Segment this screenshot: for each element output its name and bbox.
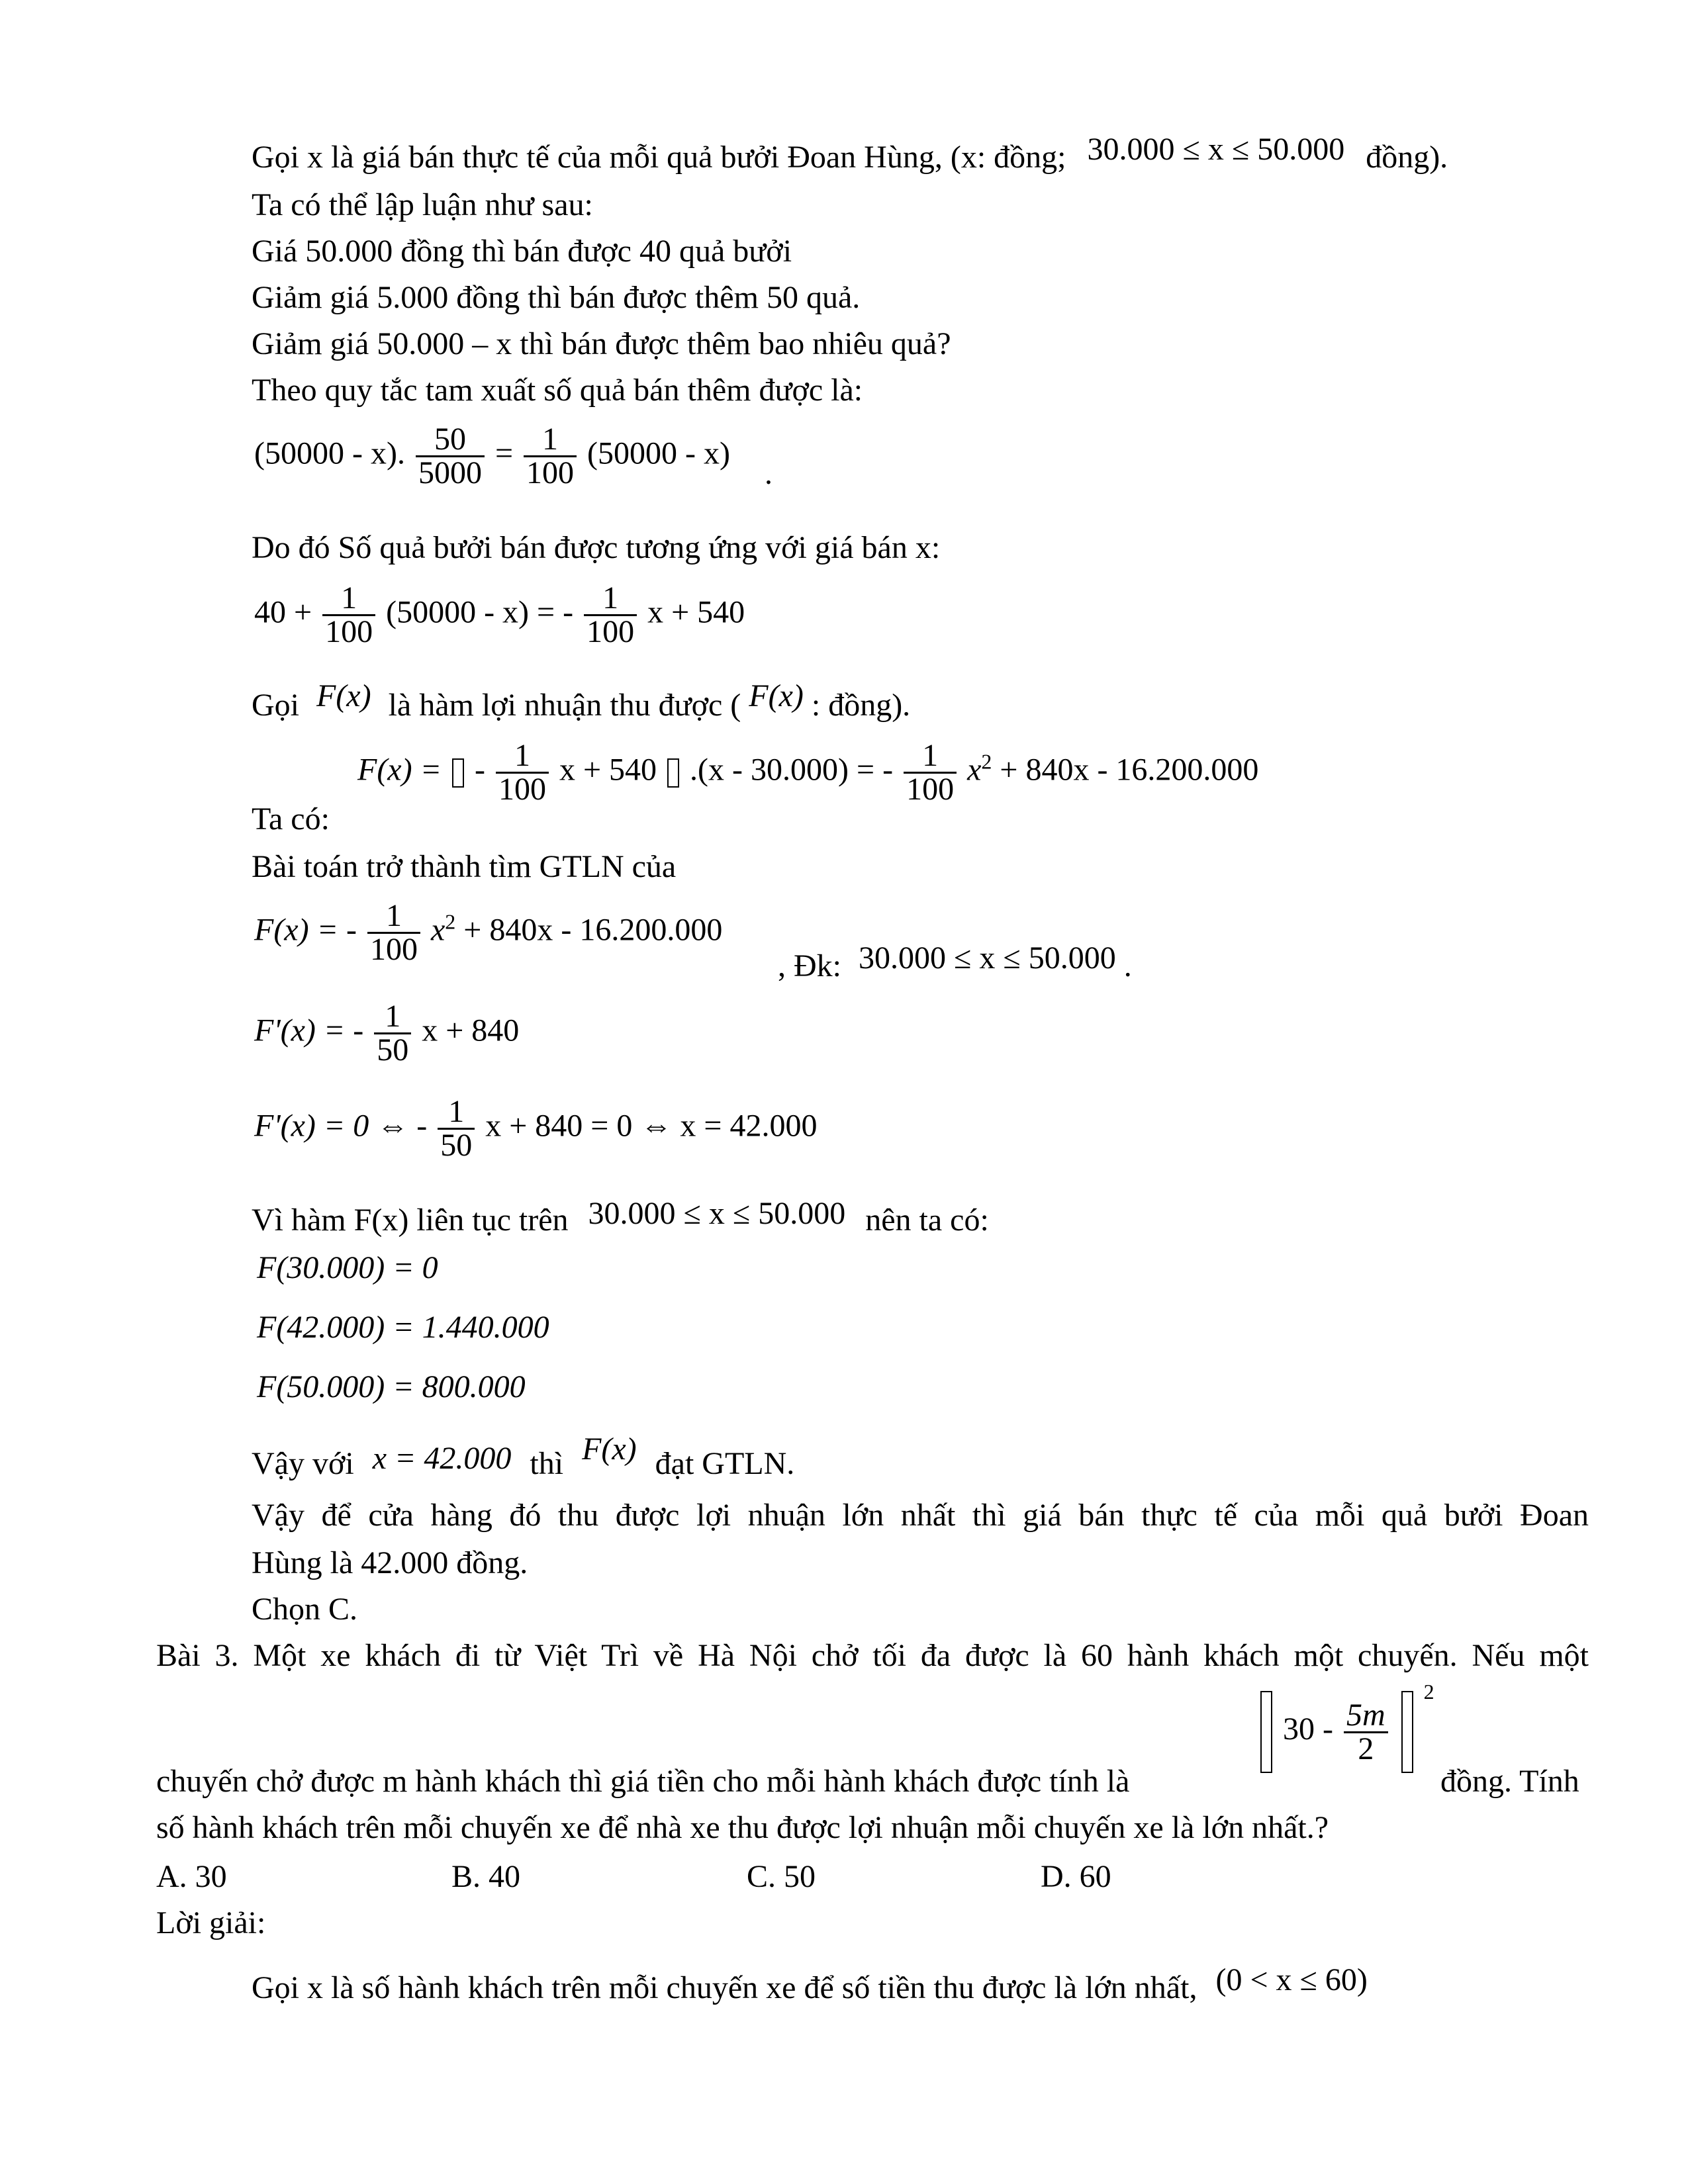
math-term: F(42.000) = 1.440.000 <box>257 1310 549 1345</box>
text: D. 60 <box>1041 1859 1111 1894</box>
bracket-placeholder <box>1401 1691 1413 1773</box>
paragraph-line <box>156 1809 1329 1846</box>
paragraph-line <box>252 848 676 886</box>
text: Ta có: <box>252 801 330 837</box>
math-term: (50000 - x) = - <box>386 594 574 630</box>
text: A. 30 <box>156 1859 227 1894</box>
paragraph-line <box>156 1637 1589 1674</box>
text: Gọi <box>252 688 299 723</box>
text: đồng. Tính <box>1440 1764 1579 1799</box>
denominator: 100 <box>498 772 546 807</box>
inline-math: (0 < x ≤ 60) <box>1215 1962 1368 1997</box>
option-d <box>1041 1858 1111 1895</box>
paragraph-line <box>252 326 951 363</box>
bracket-placeholder <box>667 758 679 788</box>
text: chuyến chở được m hành khách thì giá tiền cho mỗi hành khách được tính là <box>156 1764 1130 1799</box>
text: số hành khách trên mỗi chuyến xe để nhà xe thu được lợi nhuận mỗi chuyến xe là lớn nhất.? <box>156 1810 1329 1845</box>
text: Vậy để cửa hàng đó thu được lợi nhuận lớn nhất thì giá bán thực tế của mỗi quả bưởi Đoan <box>252 1498 1589 1533</box>
math-term: F(x) = - <box>254 912 357 948</box>
text: C. 50 <box>747 1859 816 1894</box>
math-term: x + 540 <box>559 752 657 788</box>
text: Lời giải: <box>156 1905 266 1940</box>
equation-gia-tien <box>1258 1680 1434 1773</box>
paragraph-line <box>252 1196 989 1239</box>
text: Gọi x là giá bán thực tế của mỗi quả bưởi Đoan Hùng, (x: đồng; <box>252 140 1066 175</box>
inline-math: F(x) <box>316 678 371 713</box>
math-term: x <box>967 752 982 788</box>
denominator: 50 <box>440 1128 473 1163</box>
fraction <box>322 582 375 648</box>
text: Hùng là 42.000 đồng. <box>252 1545 528 1580</box>
numerator: 1 <box>322 582 375 616</box>
numerator: 5m <box>1344 1700 1388 1733</box>
math-term: F(50.000) = 800.000 <box>257 1369 526 1404</box>
fraction <box>438 1096 475 1161</box>
option-c <box>747 1858 816 1895</box>
fraction <box>584 582 637 648</box>
paragraph-line <box>252 279 860 316</box>
math-term: x + 540 <box>647 594 745 630</box>
math-term: x + 840 <box>422 1013 520 1048</box>
exponent: 2 <box>1423 1680 1434 1704</box>
paragraph-line <box>252 187 593 224</box>
text: Giá 50.000 đồng thì bán được 40 quả bưởi <box>252 234 792 269</box>
exponent: 2 <box>445 909 456 934</box>
fraction <box>416 424 485 489</box>
text: Do đó Số quả bưởi bán được tương ứng với giá bán x: <box>252 530 941 565</box>
denominator: 100 <box>526 455 575 490</box>
text: Bài toán trở thành tìm GTLN của <box>252 849 677 884</box>
bracket-placeholder <box>452 758 464 788</box>
text: Gọi x là số hành khách trên mỗi chuyến xe để số tiền thu được là lớn nhất, <box>252 1970 1197 2005</box>
math-term: + 840x - 16.200.000 <box>463 912 723 948</box>
math-term: F(x) = <box>357 752 442 788</box>
paragraph-line <box>778 940 1132 985</box>
fraction <box>1344 1697 1388 1766</box>
text: Theo quy tắc tam xuất số quả bán thêm được là: <box>252 373 863 408</box>
math-term: 30 - <box>1283 1711 1333 1747</box>
math-term: (50000 - x). <box>254 435 405 471</box>
paragraph-line <box>252 1591 357 1628</box>
math-term: 40 + <box>254 594 312 630</box>
denominator: 100 <box>325 614 373 649</box>
paragraph-line <box>252 1497 1589 1534</box>
paragraph-line <box>156 1905 265 1942</box>
numerator: 1 <box>524 424 577 457</box>
math-term: (50000 - x) <box>587 435 730 471</box>
text: Bài 3. Một xe khách đi từ Việt Trì về Hà Nội chở tối đa được là 60 hành khách một chuyến. Nếu một <box>156 1638 1589 1673</box>
numerator: 50 <box>416 424 485 457</box>
text: Giảm giá 50.000 – x thì bán được thêm bao nhiêu quả? <box>252 326 951 361</box>
denominator: 50 <box>377 1032 409 1068</box>
fraction <box>496 740 549 805</box>
math-term: x + 840 = 0 ⇔ x = 42.000 <box>485 1108 818 1144</box>
paragraph-line <box>252 132 1448 176</box>
paragraph-line <box>252 233 792 270</box>
numerator: 1 <box>367 900 420 934</box>
text: B. 40 <box>451 1859 521 1894</box>
equation-dao-ham <box>254 1001 519 1066</box>
equation-nghiem <box>254 1096 817 1161</box>
text: Vì hàm F(x) liên tục trên <box>252 1203 569 1238</box>
paragraph-line <box>252 1432 795 1482</box>
math-term: x <box>430 912 445 948</box>
equation-ham-so <box>254 900 722 966</box>
equation-value-2 <box>257 1309 549 1345</box>
inline-math: 30.000 ≤ x ≤ 50.000 <box>588 1196 846 1231</box>
denominator: 100 <box>369 932 418 967</box>
math-term: + 840x - 16.200.000 <box>1000 752 1259 788</box>
text: Ta có thể lập luận như sau: <box>252 187 593 222</box>
equation-value-1 <box>257 1250 438 1286</box>
inline-math: 30.000 ≤ x ≤ 50.000 <box>859 940 1116 976</box>
inline-math: F(x) <box>749 678 804 713</box>
fraction <box>524 424 577 489</box>
math-term: F'(x) = - <box>254 1013 364 1048</box>
option-a <box>156 1858 227 1895</box>
exponent: 2 <box>981 749 992 774</box>
paragraph-line <box>252 1545 528 1582</box>
option-b <box>451 1858 520 1895</box>
fraction <box>374 1001 411 1066</box>
fraction <box>367 900 420 966</box>
text: nên ta có: <box>865 1203 989 1238</box>
math-term: - <box>474 752 485 788</box>
text: Vậy với <box>252 1446 354 1481</box>
text: là hàm lợi nhuận thu được ( <box>388 688 741 723</box>
numerator: 1 <box>904 740 957 774</box>
math-term: .(x - 30.000) = - <box>690 752 894 788</box>
math-term: F'(x) = 0 ⇔ - <box>254 1108 428 1144</box>
inline-math: 30.000 ≤ x ≤ 50.000 <box>1087 132 1345 167</box>
numerator: 1 <box>584 582 637 616</box>
text: : đồng). <box>811 688 911 723</box>
denominator: 100 <box>906 772 955 807</box>
paragraph-line <box>252 1962 1368 2007</box>
equation-tam-xuat <box>254 424 773 489</box>
paragraph-line <box>252 678 911 724</box>
equation-value-3 <box>257 1369 526 1405</box>
inline-math: F(x) <box>582 1432 637 1467</box>
bracket-placeholder <box>1260 1691 1272 1773</box>
numerator: 1 <box>374 1001 411 1034</box>
paragraph-line <box>252 372 863 409</box>
equation-loi-nhuan <box>357 740 1258 805</box>
paragraph-line <box>1440 1763 1579 1800</box>
paragraph-line <box>252 529 940 567</box>
numerator: 1 <box>496 740 549 774</box>
text: , Đk: <box>778 948 841 983</box>
math-term: = <box>494 435 514 471</box>
paragraph-line <box>252 801 330 838</box>
math-term: . <box>764 455 773 491</box>
text: đạt GTLN. <box>655 1446 795 1481</box>
numerator: 1 <box>438 1096 475 1130</box>
text: Chọn C. <box>252 1592 358 1627</box>
text: . <box>1123 948 1132 983</box>
paragraph-line <box>156 1763 1129 1800</box>
fraction <box>904 740 957 805</box>
denominator: 100 <box>586 614 635 649</box>
equation-so-qua <box>254 582 745 648</box>
text: Giảm giá 5.000 đồng thì bán được thêm 50 quả. <box>252 280 861 315</box>
math-term: F(30.000) = 0 <box>257 1250 438 1285</box>
text: thì <box>530 1446 564 1481</box>
denominator: 5000 <box>418 455 482 490</box>
inline-math: x = 42.000 <box>372 1441 512 1476</box>
text: đồng). <box>1366 140 1448 175</box>
denominator: 2 <box>1358 1731 1374 1766</box>
